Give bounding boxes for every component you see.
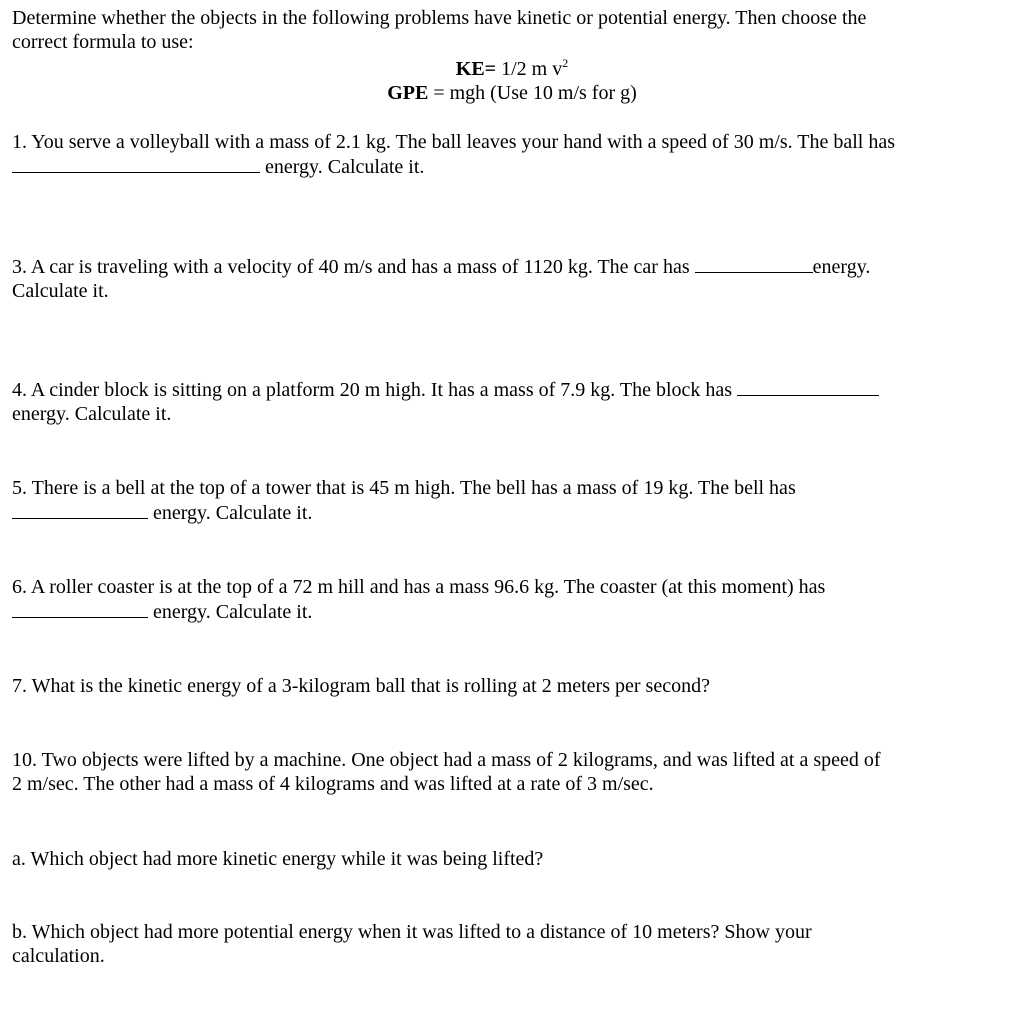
question-10b-line-2: calculation. xyxy=(12,945,105,967)
answer-blank-1[interactable] xyxy=(12,154,260,173)
answer-blank-6[interactable] xyxy=(12,599,148,618)
question-3-line-1-text: 3. A car is traveling with a velocity of 40 m/s and has a mass of 1120 kg. The car has xyxy=(12,256,695,278)
answer-blank-5[interactable] xyxy=(12,500,148,519)
question-3-line-2: Calculate it. xyxy=(12,280,109,302)
question-7 xyxy=(12,674,1012,698)
instructions-line-2: correct formula to use: xyxy=(12,31,194,53)
question-3 xyxy=(12,254,1012,303)
question-10a-line-1: a. Which object had more kinetic energy while it was being lifted? xyxy=(12,848,544,870)
gpe-formula-expression: = mgh (Use 10 m/s for g) xyxy=(428,82,637,104)
ke-formula-label: KE= xyxy=(455,58,497,80)
question-10 xyxy=(12,748,1012,796)
question-1 xyxy=(12,130,1012,179)
question-6 xyxy=(12,575,1012,624)
ke-formula xyxy=(0,57,1024,81)
question-4-line-2: energy. Calculate it. xyxy=(12,403,172,425)
question-6-line-1: 6. A roller coaster is at the top of a 72 m hill and has a mass 96.6 kg. The coaster (at this moment) has xyxy=(12,576,826,598)
question-4-line-1 xyxy=(12,377,1012,402)
question-5-line-2-text: energy. Calculate it. xyxy=(148,502,313,524)
gpe-formula-label: GPE xyxy=(387,82,429,104)
question-3-energy-word: energy. xyxy=(812,256,871,278)
question-6-line-2-text: energy. Calculate it. xyxy=(148,601,313,623)
question-4-line-1-text: 4. A cinder block is sitting on a platform 20 m high. It has a mass of 7.9 kg. The block has xyxy=(12,379,738,401)
question-10-line-2: 2 m/sec. The other had a mass of 4 kilograms and was lifted at a rate of 3 m/sec. xyxy=(12,773,654,795)
ke-formula-expression: 1/2 m v xyxy=(496,58,563,80)
question-10a xyxy=(12,847,1012,871)
question-7-line-1: 7. What is the kinetic energy of a 3-kilogram ball that is rolling at 2 meters per second? xyxy=(12,675,710,697)
question-10b-line-1: b. Which object had more potential energy when it was lifted to a distance of 10 meters? Show your xyxy=(12,921,812,943)
question-1-line-1: 1. You serve a volleyball with a mass of 2.1 kg. The ball leaves your hand with a speed of 30 m/s. The ball has xyxy=(12,131,895,153)
question-4 xyxy=(12,377,1012,426)
instructions-line-1: Determine whether the objects in the following problems have kinetic or potential energy. Then choose the xyxy=(12,7,867,29)
answer-blank-3[interactable] xyxy=(695,254,813,273)
answer-blank-4[interactable] xyxy=(737,377,879,396)
question-5-line-1: 5. There is a bell at the top of a tower that is 45 m high. The bell has a mass of 19 kg. The bell has xyxy=(12,477,796,499)
instructions xyxy=(12,6,1012,54)
question-1-line-2-text: energy. Calculate it. xyxy=(260,156,425,178)
question-5 xyxy=(12,476,1012,525)
question-10-line-1: 10. Two objects were lifted by a machine. One object had a mass of 2 kilograms, and was lifted at a speed of xyxy=(12,749,881,771)
ke-formula-exponent: 2 xyxy=(562,56,569,70)
question-5-line-2 xyxy=(12,500,1012,525)
question-10b xyxy=(12,920,1012,968)
gpe-formula xyxy=(0,81,1024,105)
question-3-line-1 xyxy=(12,254,1012,279)
question-6-line-2 xyxy=(12,599,1012,624)
question-1-line-2 xyxy=(12,154,1012,179)
